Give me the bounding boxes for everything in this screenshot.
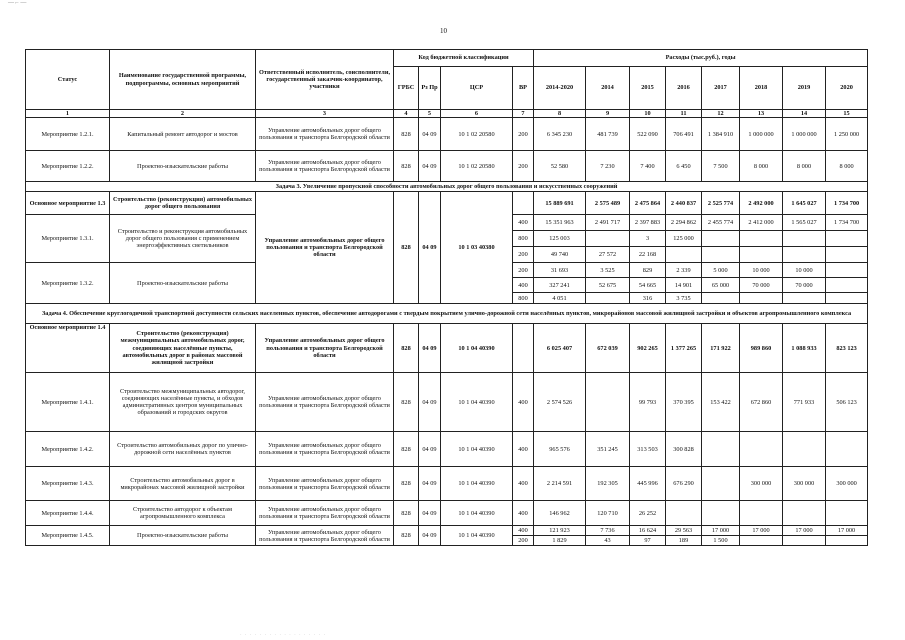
column-number: 10 xyxy=(630,110,666,118)
row-value: 2 491 717 xyxy=(586,215,630,231)
row-rzpr: 04 09 xyxy=(419,192,441,304)
row-name: Строительство автомобильных дорог в микрорайонах массовой жилищной застройки xyxy=(110,467,256,501)
row-status: Мероприятие 1.4.3. xyxy=(26,467,110,501)
row-vr: 800 xyxy=(513,231,534,247)
row-value: 7 230 xyxy=(586,151,630,182)
row-value: 10 000 xyxy=(740,263,783,278)
row-value: 313 503 xyxy=(630,432,666,467)
row-value xyxy=(666,247,702,263)
table-row xyxy=(26,526,868,536)
budget-table xyxy=(25,49,868,546)
row-value: 522 090 xyxy=(630,118,666,151)
row-value xyxy=(783,293,826,304)
row-grbs: 828 xyxy=(394,526,419,546)
row-value: 7 400 xyxy=(630,151,666,182)
row-name: Проектно-изыскательские работы xyxy=(110,263,256,304)
row-value: 2 412 000 xyxy=(740,215,783,231)
row-value: 31 693 xyxy=(534,263,586,278)
row-value: 52 580 xyxy=(534,151,586,182)
row-value: 8 000 xyxy=(783,151,826,182)
row-value: 2 339 xyxy=(666,263,702,278)
row-value: 1 645 027 xyxy=(783,192,826,215)
row-value: 7 736 xyxy=(586,526,630,536)
row-status: Основное мероприятие 1.3 xyxy=(26,192,110,215)
row-value: 27 572 xyxy=(586,247,630,263)
row-value: 2 525 774 xyxy=(702,192,740,215)
row-value: 3 xyxy=(630,231,666,247)
row-csr: 10 1 04 40390 xyxy=(441,432,513,467)
row-value: 2 455 774 xyxy=(702,215,740,231)
row-value: 17 000 xyxy=(740,526,783,536)
row-value: 1 829 xyxy=(534,536,586,546)
row-grbs: 828 xyxy=(394,373,419,432)
row-vr: 200 xyxy=(513,263,534,278)
row-name: Проектно-изыскательские работы xyxy=(110,526,256,546)
row-value: 171 922 xyxy=(702,324,740,373)
row-value: 125 003 xyxy=(534,231,586,247)
header-year: 2016 xyxy=(666,67,702,110)
row-value: 2 214 591 xyxy=(534,467,586,501)
row-value: 99 793 xyxy=(630,373,666,432)
row-value: 989 860 xyxy=(740,324,783,373)
row-vr xyxy=(513,324,534,373)
row-rzpr: 04 09 xyxy=(419,324,441,373)
row-value: 445 996 xyxy=(630,467,666,501)
row-value xyxy=(826,263,868,278)
scan-corner-marks: — ⌐ — xyxy=(8,0,27,6)
row-value xyxy=(702,293,740,304)
row-value: 300 000 xyxy=(740,467,783,501)
column-number: 2 xyxy=(110,110,256,118)
task-row xyxy=(26,182,868,192)
row-value: 6 345 230 xyxy=(534,118,586,151)
row-name: Строительство (реконструкция) автомобильных дорог общего пользования xyxy=(110,192,256,215)
row-value: 2 397 883 xyxy=(630,215,666,231)
row-value: 7 500 xyxy=(702,151,740,182)
task-4-heading: Задача 4. Обеспечение круглогодичной транспортной доступности сельских населенных пунктов, обеспечение автодорогами с твердым покрытием улично-дорожной сети населённых пунктов, микрорайонов массовой жилищной застройки и объектов агропромышленного комплекса xyxy=(26,304,868,324)
row-value: 300 000 xyxy=(783,467,826,501)
row-value: 351 245 xyxy=(586,432,630,467)
row-rzpr: 04 09 xyxy=(419,432,441,467)
row-grbs: 828 xyxy=(394,192,419,304)
row-value: 1 500 xyxy=(702,536,740,546)
row-value: 2 574 526 xyxy=(534,373,586,432)
row-vr: 400 xyxy=(513,526,534,536)
row-status: Мероприятие 1.2.1. xyxy=(26,118,110,151)
row-value: 706 491 xyxy=(666,118,702,151)
row-value: 6 450 xyxy=(666,151,702,182)
header-grbs: ГРБС xyxy=(394,67,419,110)
column-number: 15 xyxy=(826,110,868,118)
row-value xyxy=(783,247,826,263)
row-name: Капитальный ремонт автодорог и мостов xyxy=(110,118,256,151)
column-number: 7 xyxy=(513,110,534,118)
row-executor: Управление автомобильных дорог общего пользования и транспорта Белгородской области xyxy=(256,373,394,432)
task-3-heading: Задача 3. Увеличение пропускной способности автомобильных дорог общего пользования и искусственных сооружений xyxy=(26,182,868,192)
table-row xyxy=(26,501,868,526)
row-name: Строительство (реконструкция) межмуниципальных автомобильных дорог, соединяющих населённые пункты, автомобильных дорог в районах массовой жилищной застройки xyxy=(110,324,256,373)
row-value: 22 168 xyxy=(630,247,666,263)
row-grbs: 828 xyxy=(394,467,419,501)
table-row xyxy=(26,192,868,215)
row-value: 1 565 027 xyxy=(783,215,826,231)
row-rzpr: 04 09 xyxy=(419,118,441,151)
table-row xyxy=(26,373,868,432)
row-value xyxy=(586,293,630,304)
row-vr: 400 xyxy=(513,215,534,231)
row-vr: 800 xyxy=(513,293,534,304)
row-value: 902 265 xyxy=(630,324,666,373)
table-row xyxy=(26,118,868,151)
row-value: 1 734 700 xyxy=(826,192,868,215)
row-executor: Управление автомобильных дорог общего пользования и транспорта Белгородской области xyxy=(256,467,394,501)
row-value xyxy=(826,247,868,263)
row-value: 97 xyxy=(630,536,666,546)
row-value: 8 000 xyxy=(740,151,783,182)
row-value: 771 933 xyxy=(783,373,826,432)
row-status: Основное мероприятие 1.4 xyxy=(26,324,110,373)
row-status: Мероприятие 1.4.5. xyxy=(26,526,110,546)
row-csr: 10 1 03 40380 xyxy=(441,192,513,304)
row-value xyxy=(783,536,826,546)
row-value: 70 000 xyxy=(740,278,783,293)
row-value xyxy=(740,247,783,263)
row-status: Мероприятие 1.3.2. xyxy=(26,263,110,304)
row-value xyxy=(702,501,740,526)
row-value xyxy=(740,293,783,304)
row-value xyxy=(783,231,826,247)
row-executor: Управление автомобильных дорог общего пользования и транспорта Белгородской области xyxy=(256,501,394,526)
column-number: 5 xyxy=(419,110,441,118)
row-vr: 200 xyxy=(513,247,534,263)
column-number: 6 xyxy=(441,110,513,118)
header-year: 2019 xyxy=(783,67,826,110)
row-value: 8 000 xyxy=(826,151,868,182)
row-value: 15 351 963 xyxy=(534,215,586,231)
row-value: 1 377 265 xyxy=(666,324,702,373)
row-value: 52 675 xyxy=(586,278,630,293)
row-vr: 400 xyxy=(513,467,534,501)
row-value xyxy=(702,467,740,501)
row-value: 676 290 xyxy=(666,467,702,501)
task-row xyxy=(26,304,868,324)
header-row xyxy=(26,50,868,67)
row-value: 49 740 xyxy=(534,247,586,263)
column-number: 3 xyxy=(256,110,394,118)
row-value: 29 563 xyxy=(666,526,702,536)
row-value: 15 889 691 xyxy=(534,192,586,215)
row-value: 300 828 xyxy=(666,432,702,467)
table-row xyxy=(26,324,868,373)
header-expenses: Расходы (тыс.руб.), годы xyxy=(534,50,868,67)
row-value xyxy=(586,373,630,432)
row-value xyxy=(826,293,868,304)
row-csr: 10 1 02 20580 xyxy=(441,151,513,182)
scan-bottom-marks: · · · · · · · · · · · · · · · · · · xyxy=(240,633,327,638)
row-value: 125 000 xyxy=(666,231,702,247)
row-value xyxy=(740,536,783,546)
row-value: 10 000 xyxy=(783,263,826,278)
row-rzpr: 04 09 xyxy=(419,151,441,182)
row-value xyxy=(826,536,868,546)
row-value: 1 250 000 xyxy=(826,118,868,151)
row-executor: Управление автомобильных дорог общего пользования и транспорта Белгородской области xyxy=(256,526,394,546)
row-value xyxy=(783,432,826,467)
column-number-row xyxy=(26,110,868,118)
row-value: 1 000 000 xyxy=(783,118,826,151)
row-value: 1 000 000 xyxy=(740,118,783,151)
row-csr: 10 1 04 40390 xyxy=(441,467,513,501)
row-vr xyxy=(513,192,534,215)
row-vr: 400 xyxy=(513,501,534,526)
header-year: 2018 xyxy=(740,67,783,110)
column-number: 1 xyxy=(26,110,110,118)
row-csr: 10 1 04 40390 xyxy=(441,501,513,526)
row-value: 2 294 862 xyxy=(666,215,702,231)
column-number: 4 xyxy=(394,110,419,118)
row-csr: 10 1 04 40390 xyxy=(441,324,513,373)
header-vr: ВР xyxy=(513,67,534,110)
row-value: 3 735 xyxy=(666,293,702,304)
table-row xyxy=(26,151,868,182)
table-row xyxy=(26,432,868,467)
page-number: 10 xyxy=(440,27,447,35)
row-value: 823 123 xyxy=(826,324,868,373)
row-value: 17 000 xyxy=(702,526,740,536)
row-value: 829 xyxy=(630,263,666,278)
header-year: 2014 xyxy=(586,67,630,110)
row-value: 120 710 xyxy=(586,501,630,526)
row-name: Строительство автомобильных дорог по улично-дорожной сети населённых пунктов xyxy=(110,432,256,467)
row-value: 153 422 xyxy=(702,373,740,432)
row-status: Мероприятие 1.3.1. xyxy=(26,215,110,263)
row-rzpr: 04 09 xyxy=(419,501,441,526)
row-value: 189 xyxy=(666,536,702,546)
row-grbs: 828 xyxy=(394,151,419,182)
row-value: 370 395 xyxy=(666,373,702,432)
column-number: 13 xyxy=(740,110,783,118)
column-number: 14 xyxy=(783,110,826,118)
row-value xyxy=(740,501,783,526)
row-name: Проектно-изыскательские работы xyxy=(110,151,256,182)
row-status: Мероприятие 1.4.1. xyxy=(26,373,110,432)
row-value: 146 962 xyxy=(534,501,586,526)
row-value: 43 xyxy=(586,536,630,546)
row-status: Мероприятие 1.4.2. xyxy=(26,432,110,467)
row-rzpr: 04 09 xyxy=(419,373,441,432)
row-status: Мероприятие 1.4.4. xyxy=(26,501,110,526)
header-executor: Ответственный исполнитель, соисполнители, государственный заказчик-координатор, участники xyxy=(256,50,394,110)
row-vr: 200 xyxy=(513,151,534,182)
row-value: 4 051 xyxy=(534,293,586,304)
row-value: 2 492 000 xyxy=(740,192,783,215)
column-number: 9 xyxy=(586,110,630,118)
row-value: 192 305 xyxy=(586,467,630,501)
row-value: 3 525 xyxy=(586,263,630,278)
row-value: 54 665 xyxy=(630,278,666,293)
row-value: 300 000 xyxy=(826,467,868,501)
row-rzpr: 04 09 xyxy=(419,467,441,501)
row-value: 65 000 xyxy=(702,278,740,293)
column-number: 12 xyxy=(702,110,740,118)
row-value xyxy=(826,432,868,467)
row-value xyxy=(740,231,783,247)
row-rzpr: 04 09 xyxy=(419,526,441,546)
row-value xyxy=(702,231,740,247)
header-csr: ЦСР xyxy=(441,67,513,110)
row-grbs: 828 xyxy=(394,324,419,373)
row-name: Строительство автодорог к объектам агропромышленного комплекса xyxy=(110,501,256,526)
column-number: 8 xyxy=(534,110,586,118)
header-budget-code: Код бюджетной классификации xyxy=(394,50,534,67)
row-value xyxy=(702,432,740,467)
row-value xyxy=(586,231,630,247)
row-vr: 400 xyxy=(513,432,534,467)
row-value: 672 039 xyxy=(586,324,630,373)
row-executor: Управление автомобильных дорог общего пользования и транспорта Белгородской области xyxy=(256,118,394,151)
row-name: Строительство межмуниципальных автодорог, соединяющих населённые пункты, и обходов административных центров муниципальных образований и городских округов xyxy=(110,373,256,432)
row-value: 26 252 xyxy=(630,501,666,526)
row-value xyxy=(702,247,740,263)
row-value: 121 923 xyxy=(534,526,586,536)
row-value: 965 576 xyxy=(534,432,586,467)
header-year: 2017 xyxy=(702,67,740,110)
row-value: 506 123 xyxy=(826,373,868,432)
row-value: 6 025 407 xyxy=(534,324,586,373)
row-grbs: 828 xyxy=(394,501,419,526)
row-value xyxy=(826,231,868,247)
row-value: 672 860 xyxy=(740,373,783,432)
row-value: 2 440 837 xyxy=(666,192,702,215)
row-vr: 200 xyxy=(513,118,534,151)
row-value: 481 739 xyxy=(586,118,630,151)
row-status: Мероприятие 1.2.2. xyxy=(26,151,110,182)
row-value: 5 000 xyxy=(702,263,740,278)
row-csr: 10 1 02 20580 xyxy=(441,118,513,151)
row-value: 17 000 xyxy=(826,526,868,536)
row-value: 1 734 700 xyxy=(826,215,868,231)
header-year: 2020 xyxy=(826,67,868,110)
row-executor: Управление автомобильных дорог общего пользования и транспорта Белгородской области xyxy=(256,151,394,182)
header-program-name: Наименование государственной программы, подпрограммы, основных мероприятий xyxy=(110,50,256,110)
row-value xyxy=(826,278,868,293)
row-grbs: 828 xyxy=(394,432,419,467)
row-value: 70 000 xyxy=(783,278,826,293)
row-value: 16 624 xyxy=(630,526,666,536)
column-number: 11 xyxy=(666,110,702,118)
row-executor: Управление автомобильных дорог общего пользования и транспорта Белгородской области xyxy=(256,192,394,304)
table-row xyxy=(26,467,868,501)
header-year: 2014-2020 xyxy=(534,67,586,110)
row-vr: 400 xyxy=(513,373,534,432)
row-value xyxy=(783,501,826,526)
row-name: Строительство и реконструкция автомобильных дорог общего пользования с применением энергоэффективных светильников xyxy=(110,215,256,263)
row-value: 17 000 xyxy=(783,526,826,536)
row-csr: 10 1 04 40390 xyxy=(441,373,513,432)
row-value: 2 575 489 xyxy=(586,192,630,215)
header-rzpr: Рз Пр xyxy=(419,67,441,110)
row-value: 1 088 933 xyxy=(783,324,826,373)
row-csr: 10 1 04 40390 xyxy=(441,526,513,546)
row-value: 14 901 xyxy=(666,278,702,293)
row-value: 316 xyxy=(630,293,666,304)
header-status: Статус xyxy=(26,50,110,110)
row-value xyxy=(826,501,868,526)
row-executor: Управление автомобильных дорог общего пользования и транспорта Белгородской области xyxy=(256,432,394,467)
row-vr: 400 xyxy=(513,278,534,293)
row-value xyxy=(740,432,783,467)
row-value: 2 475 864 xyxy=(630,192,666,215)
row-grbs: 828 xyxy=(394,118,419,151)
row-value xyxy=(666,501,702,526)
row-value: 327 241 xyxy=(534,278,586,293)
row-vr: 200 xyxy=(513,536,534,546)
row-executor: Управление автомобильных дорог общего пользования и транспорта Белгородской области xyxy=(256,324,394,373)
header-year: 2015 xyxy=(630,67,666,110)
row-value: 1 384 910 xyxy=(702,118,740,151)
